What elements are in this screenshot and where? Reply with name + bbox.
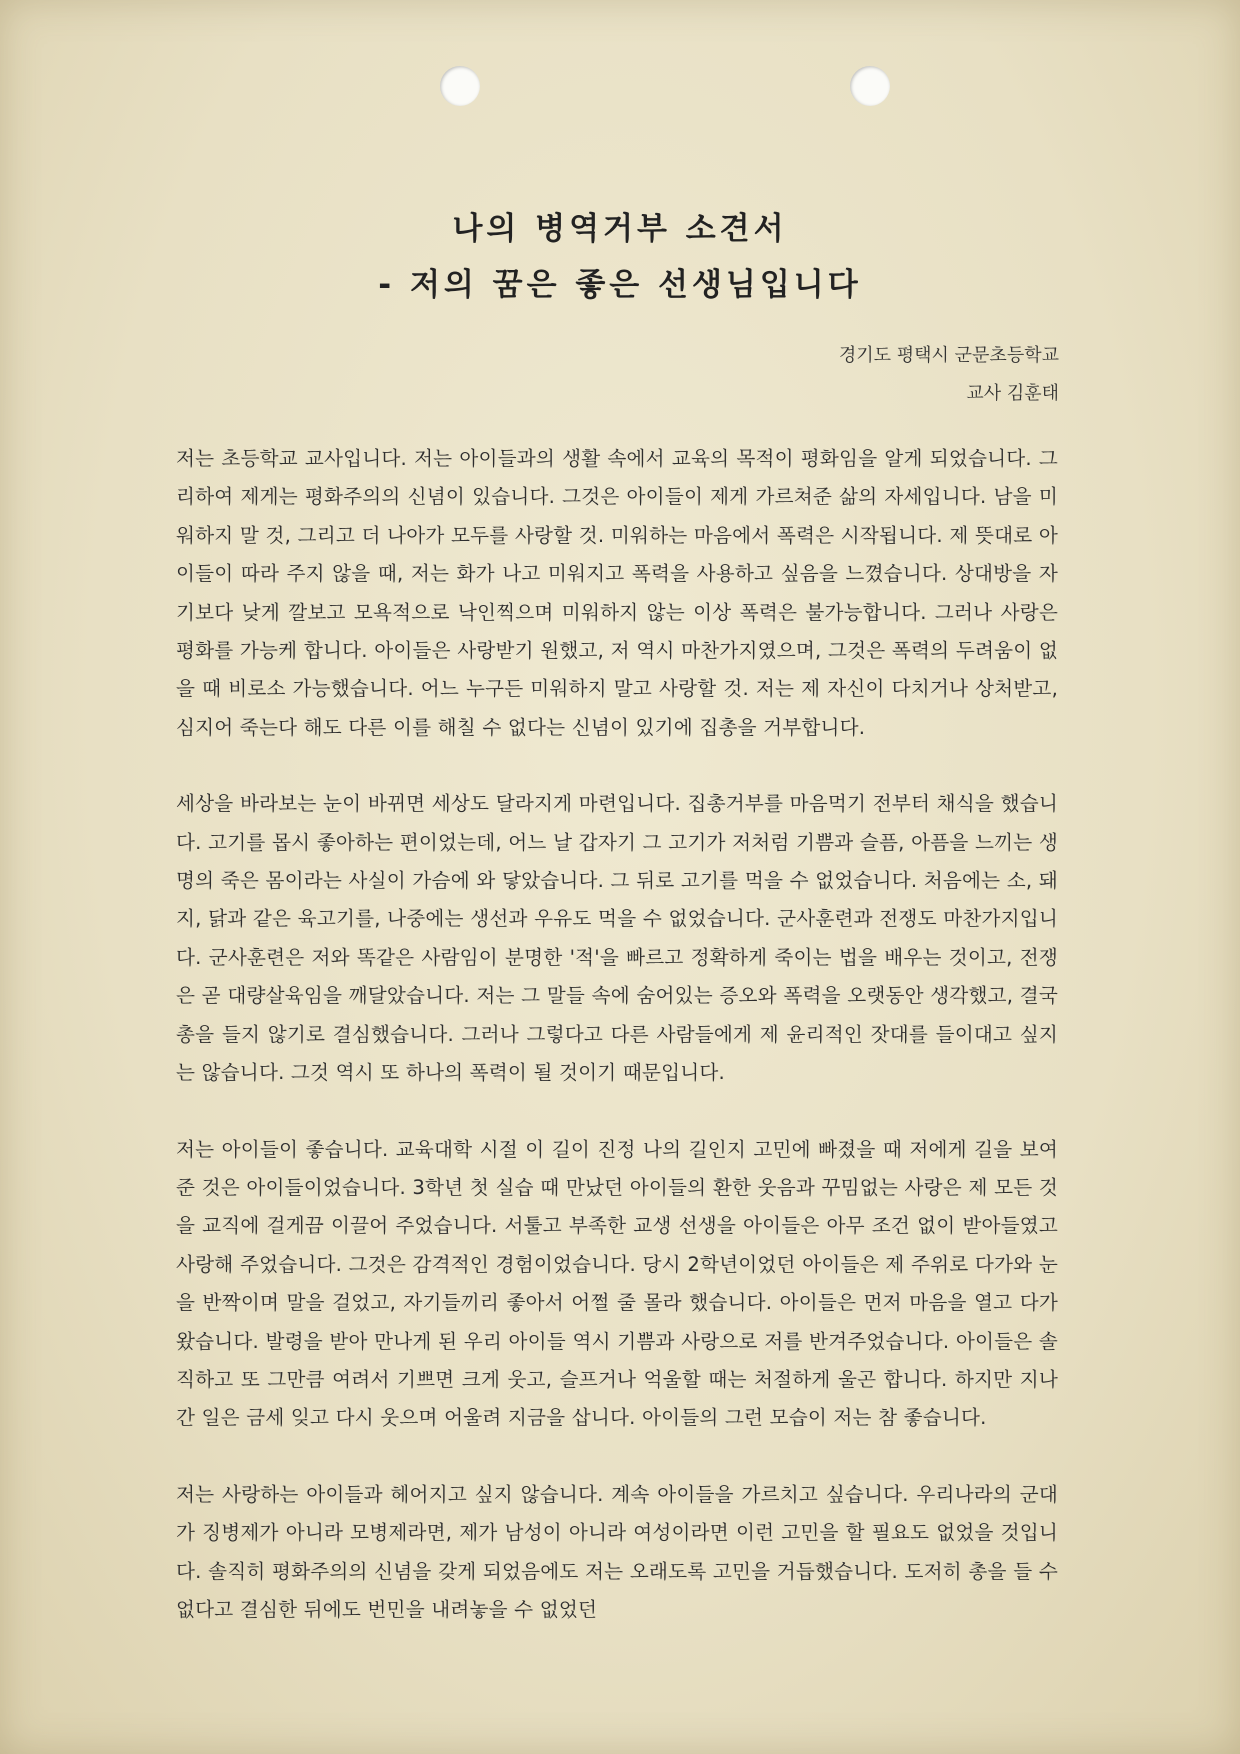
author-affiliation: 경기도 평택시 군문초등학교 [838,345,1059,366]
paragraph-1: 저는 초등학교 교사입니다. 저는 아이들과의 생활 속에서 교육의 목적이 평화임을 알게 되었습니다. 그리하여 제게는 평화주의의 신념이 있습니다. 그것은 아이들이 제게 가르쳐준 삶의 자세입니다. 남을 미워하지 말 것, 그리고 더 나아가 모두를 사랑할 것. 미워하는 마음에서 폭력은 시작됩니다. 제 뜻대로 아이들이 따라 주지 않을 때, 저는 화가 나고 미워지고 폭력을 사용하고 싶음을 느꼈습니다. 상대방을 자기보다 낮게 깔보고 모욕적으로 낙인찍으며 미워하지 않는 이상 폭력은 불가능합니다. 그러나 사랑은 평화를 가능케 합니다. 아이들은 사랑받기 원했고, 저 역시 마찬가지였으며, 그것은 폭력의 두려움이 없을 때 비로소 가능했습니다. 어느 누구든 미워하지 말고 사랑할 것. 저는 제 자신이 다치거나 상처받고, 심지어 죽는다 해도 다른 이를 해칠 수 없다는 신념이 있기에 집총을 거부합니다. [176,447,1058,739]
punch-hole-right [850,66,890,106]
paragraph-3: 저는 아이들이 좋습니다. 교육대학 시절 이 길이 진정 나의 길인지 고민에 빠졌을 때 저에게 길을 보여준 것은 아이들이었습니다. 3학년 첫 실습 때 만났던 아이들의 환한 웃음과 꾸밈없는 사랑은 제 모든 것을 교직에 걸게끔 이끌어 주었습니다. 서툴고 부족한 교생 선생을 아이들은 아무 조건 없이 받아들였고 사랑해 주었습니다. 그것은 감격적인 경험이었습니다. 당시 2학년이었던 아이들은 제 주위로 다가와 눈을 반짝이며 말을 걸었고, 자기들끼리 좋아서 어쩔 줄 몰라 했습니다. 아이들은 먼저 마음을 열고 다가왔습니다. 발령을 받아 만나게 된 우리 아이들 역시 기쁨과 사랑으로 저를 반겨주었습니다. 아이들은 솔직하고 또 그만큼 여려서 기쁘면 크게 웃고, 슬프거나 억울할 때는 처절하게 울곤 합니다. 하지만 지나간 일은 금세 잊고 다시 웃으며 어울려 지금을 삽니다. 아이들의 그런 모습이 저는 참 좋습니다. [176,1137,1058,1430]
paragraph-4: 저는 사랑하는 아이들과 헤어지고 싶지 않습니다. 계속 아이들을 가르치고 싶습니다. 우리나라의 군대가 징병제가 아니라 모병제라면, 제가 남성이 아니라 여성이라면 이런 고민을 할 필요도 없었을 것입니다. 솔직히 평화주의의 신념을 갖게 되었음에도 저는 오래도록 고민을 거듭했습니다. 도저히 총을 들 수 없다고 결심한 뒤에도 번민을 내려놓을 수 없었던 [176,1482,1058,1621]
paragraph-2: 세상을 바라보는 눈이 바뀌면 세상도 달라지게 마련입니다. 집총거부를 마음먹기 전부터 채식을 했습니다. 고기를 몹시 좋아하는 편이었는데, 어느 날 갑자기 그 고기가 저처럼 기쁨과 슬픔, 아픔을 느끼는 생명의 죽은 몸이라는 사실이 가슴에 와 닿았습니다. 그 뒤로 고기를 먹을 수 없었습니다. 처음에는 소, 돼지, 닭과 같은 육고기를, 나중에는 생선과 우유도 먹을 수 없었습니다. 군사훈련과 전쟁도 마찬가지입니다. 군사훈련은 저와 똑같은 사람임이 분명한 '적'을 빠르고 정확하게 죽이는 법을 배우는 것이고, 전쟁은 곧 대량살육임을 깨달았습니다. 저는 그 말들 속에 숨어있는 증오와 폭력을 오랫동안 생각했고, 결국 총을 들지 않기로 결심했습니다. 그러나 그렇다고 다른 사람들에게 제 윤리적인 잣대를 들이대고 싶지는 않습니다. 그것 역시 또 하나의 폭력이 될 것이기 때문입니다. [176,792,1058,1085]
punch-hole-left [440,66,480,106]
author-name: 교사 김훈태 [966,383,1059,404]
document-subtitle: - 저의 꿈은 좋은 선생님입니다 [378,267,862,303]
body-text [176,440,1058,1667]
document-title: 나의 병역거부 소견서 [452,211,788,247]
